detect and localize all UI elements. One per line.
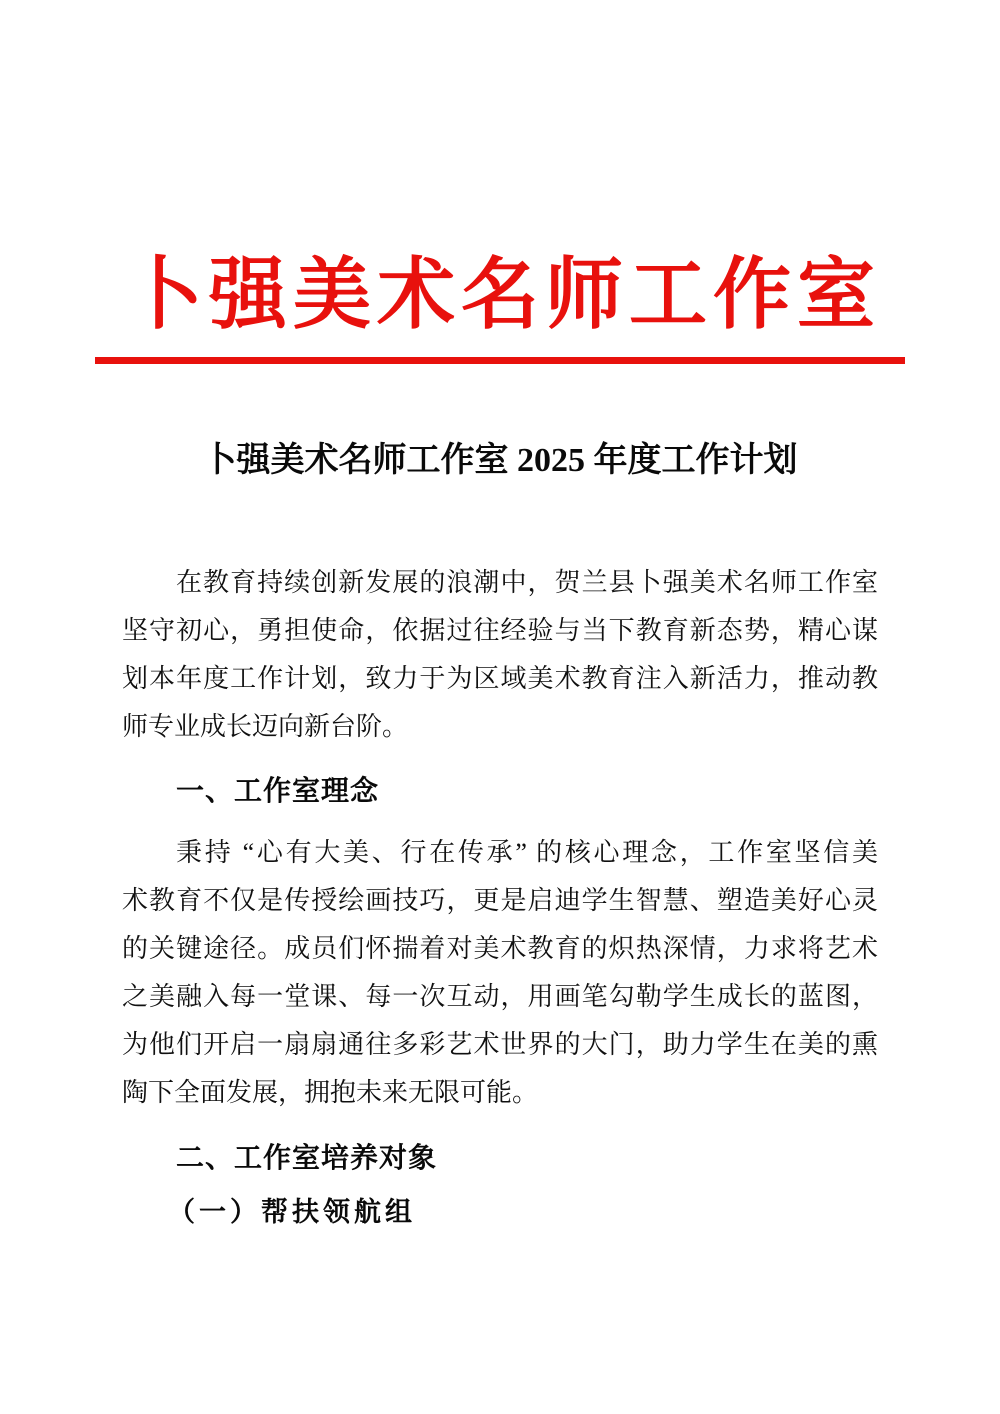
paragraph-line: 坚守初心，勇担使命，依据过往经验与当下教育新态势，精心谋 <box>122 616 878 645</box>
paragraph-line: 划本年度工作计划，致力于为区域美术教育注入新活力，推动教 <box>122 664 878 693</box>
section1-paragraph <box>122 829 878 1117</box>
paragraph-line: 在教育持续创新发展的浪潮中，贺兰县卜强美术名师工作室 <box>176 568 878 597</box>
paragraph-line: 之美融入每一堂课、每一次互动，用画笔勾勒学生成长的蓝图， <box>122 982 878 1011</box>
section-heading-training-targets: 二、工作室培养对象 <box>176 1142 438 1173</box>
paragraph-line: 师专业成长迈向新台阶。 <box>122 712 409 741</box>
paragraph-line: 术教育不仅是传授绘画技巧，更是启迪学生智慧、塑造美好心灵 <box>122 886 878 915</box>
paragraph-line: 陶下全面发展，拥抱未来无限可能。 <box>122 1078 539 1107</box>
section-heading-workroom-philosophy: 一、工作室理念 <box>176 775 380 806</box>
document-title: 卜强美术名师工作室 2025 年度工作计划 <box>202 442 798 479</box>
paragraph-line: 秉持 “心有大美、行在传承” 的核心理念，工作室坚信美 <box>176 838 878 867</box>
subsection-heading-pilot-group: （一）帮扶领航组 <box>168 1197 416 1227</box>
intro-paragraph <box>122 559 878 751</box>
paragraph-line: 的关键途径。成员们怀揣着对美术教育的炽热深情，力求将艺术 <box>122 934 878 963</box>
double-rule-divider <box>95 357 905 364</box>
paragraph-line: 为他们开启一扇扇通往多彩艺术世界的大门，助力学生在美的熏 <box>122 1030 878 1059</box>
masthead-title: 卜强美术名师工作室 <box>124 251 881 338</box>
